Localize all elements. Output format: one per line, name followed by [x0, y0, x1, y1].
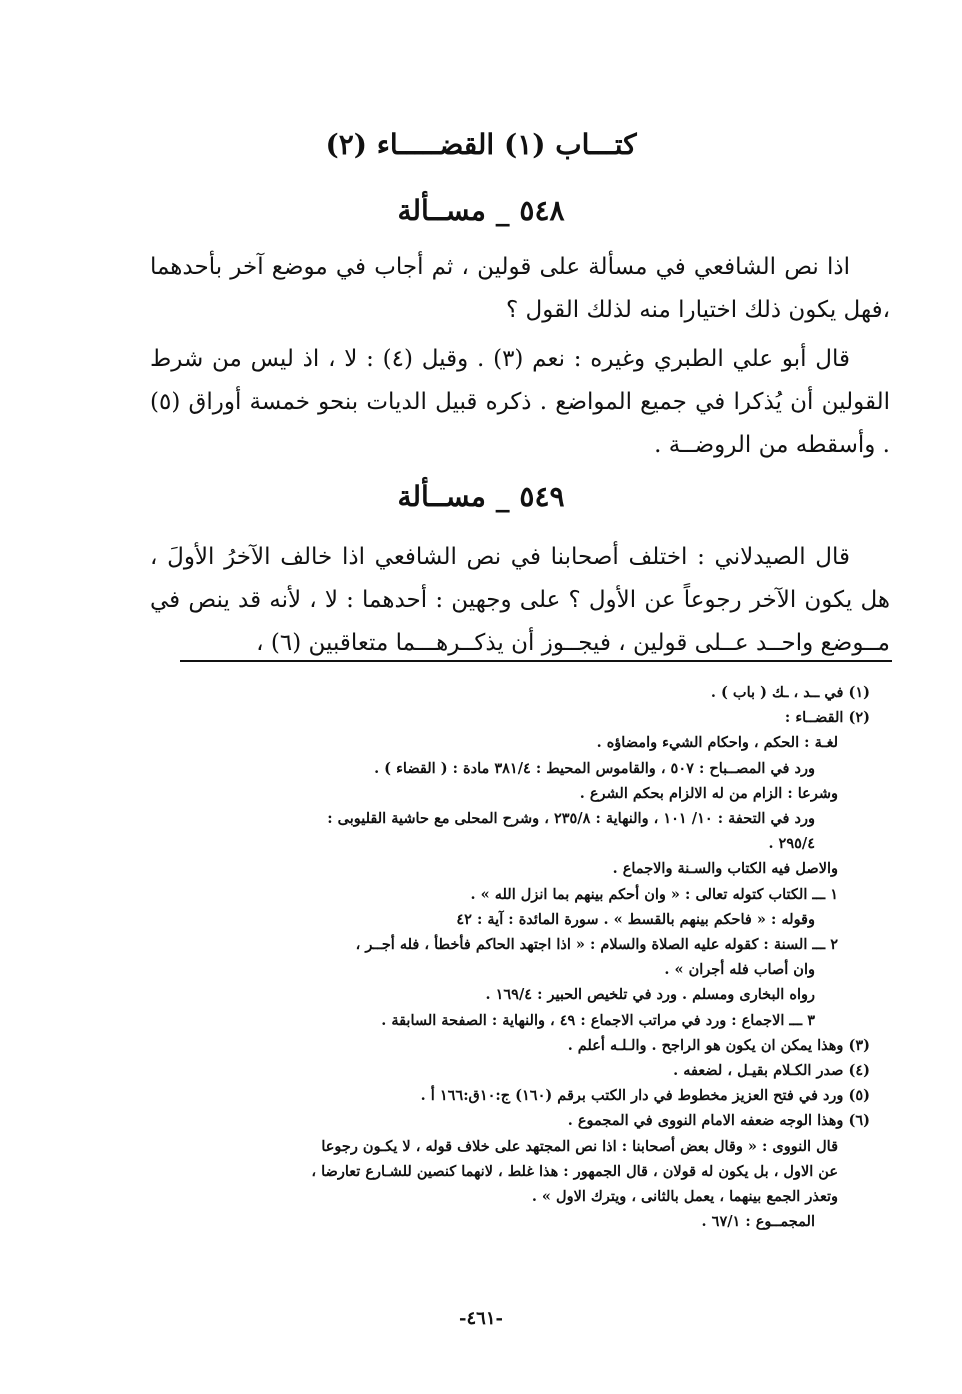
section-title-548: ٥٤٨ _ مســألة	[397, 194, 565, 227]
page-number: -٤٦١-	[459, 1308, 503, 1329]
footnote-line: وقوله : « فاحكم بينهم بالقسط » . سورة المائدة : آية : ٤٢	[456, 910, 815, 928]
paragraph: قال أبو علي الطبري وغيره : نعم (٣) . وقيل (٤) : لا ، اذ ليس من شرط القولين أن يُذكرا في جميع المواضع . ذكره قبيل الديات بنحو خمسة أوراق (٥) . وأسقطه من الروضــة .	[150, 346, 890, 458]
section-549-body	[150, 536, 890, 665]
chapter-title: كتـــاب (١) القضـــــاء (٢)	[325, 128, 637, 161]
paragraph: قال الصيدلاني : اختلف أصحابنا في نص الشافعي اذا خالف الآخرُ الأولَ ، هل يكون الآخر رجوعاً عن الأول ؟ على وجهين : أحدهما : لا ، لأنه قد ينص في مــوضع واحــد عــلى قولين ، فيجــوز أن يذكــرهـــما متعاقبين (٦) ،	[150, 544, 890, 656]
footnote-line: المجمــوع : ٦٧/١ .	[701, 1213, 815, 1231]
footnote-line: ورد في التحفة : ١٠/ ١٠١ ، والنهاية : ٢٣٥/٨ ، وشرح المحلى مع حاشية القليوبى :	[327, 810, 815, 828]
section-548-body	[150, 246, 890, 467]
footnote-line: (٤) صدر الكـلام بقيـل ، لضعفه .	[673, 1062, 870, 1080]
footnote-divider	[180, 660, 892, 662]
footnote-line: ورد في المصــباح : ٥٠٧ ، والقاموس المحيط : ٣٨١/٤ مادة : ( القضاء ) .	[374, 759, 815, 777]
footnote-line: (٢) القضــاء :	[784, 709, 870, 727]
footnote-line: ٢٩٥/٤ .	[768, 835, 815, 853]
footnote-line: والاصل فيه الكتاب والسـنة والاجماع .	[612, 860, 838, 878]
footnote-line: وان أصاب فله أجران » .	[664, 961, 815, 979]
footnote-line: (٥) ورد في فتح العزيز مخطوط في دار الكتب برقم (١٦٠) ج:١٠ق:١٦٦ أ .	[420, 1087, 870, 1105]
footnote-line: ٢ ـــ السنة : كقوله عليه الصلاة والسلام : « اذا اجتهد الحاكم فأخطأ ، فله أجــر ،	[355, 936, 838, 954]
footnote-line: عن الاول ، بل يكون له قولان ، قال الجمهور : هذا غلط ، لانهما كنصين للشـارع تعارضا ،	[311, 1162, 838, 1180]
footnote-line: (٣) وهذا يمكن ان يكون هو الراجح . والـلـه أعلم .	[567, 1036, 870, 1054]
footnote-line: رواه البخارى ومسلم . ورد في تلخيص الحبير : ١٦٩/٤ .	[485, 986, 815, 1004]
footnote-line: (١) في ــد ، ـك ( باب ) .	[710, 684, 870, 701]
footnote-line: لغـة : الحكم ، واحكام الشيء وامضاؤه .	[596, 734, 838, 752]
footnote-line: (٦) وهذا الوجه ضعفه الامام النووى في المجموع .	[567, 1112, 870, 1130]
footnotes	[150, 680, 870, 1234]
footnote-line: قال النووى : « وقال بعض أصحابنا : اذا نص المجتهد على خلاف قوله ، لا يكـون رجوعا	[321, 1137, 838, 1155]
footnote-line: وتعذر الجمع بينهما ، يعمل بالثانى ، ويترك الاول » .	[531, 1188, 838, 1206]
paragraph: اذا نص الشافعي في مسألة على قولين ، ثم أجاب في موضع آخر بأحدهما ،فهل يكون ذلك اختيارا منه لذلك القول ؟	[150, 254, 890, 323]
footnote-line: وشرعا : الزام من له الالزام بحكم الشرع .	[579, 784, 838, 802]
section-title-549: ٥٤٩ _ مســألة	[397, 480, 565, 513]
footnote-line: ١ ـــ الكتاب كتوله تعالى : « وان أحكم بينهم بما انزل الله » .	[470, 885, 838, 903]
footnote-line: ٣ ـــ الاجماع : ورد في مراتب الاجماع : ٤٩ ، والنهاية : الصفحة السابقة .	[381, 1011, 815, 1029]
